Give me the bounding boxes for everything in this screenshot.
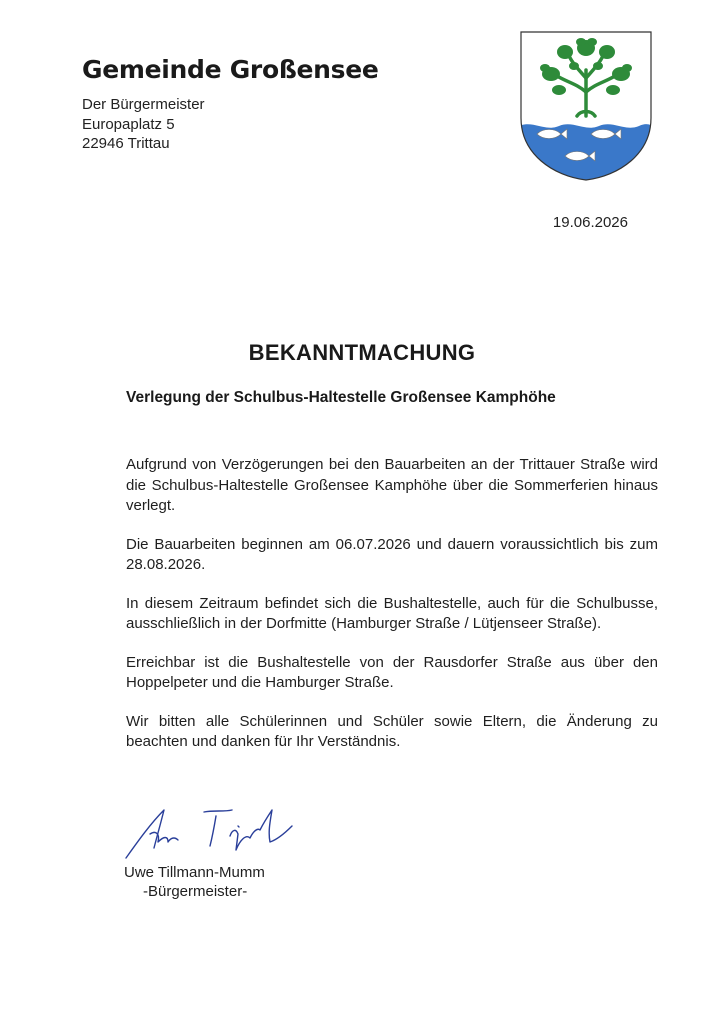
signer-name: Uwe Tillmann-Mumm [124, 864, 265, 881]
signer-title: -Bürgermeister- [143, 883, 248, 900]
body-paragraph: In diesem Zeitraum befindet sich die Bushaltestelle, auch für die Schulbusse, ausschließlich in der Dorfmitte (Hamburger Straße / Lütjenseer Straße). [126, 594, 658, 632]
coat-of-arms-icon [519, 30, 653, 182]
body-paragraph: Wir bitten alle Schülerinnen und Schüler sowie Eltern, die Änderung zu beachten und danken für Ihr Verständnis. [126, 712, 658, 750]
announcement-body [126, 455, 658, 771]
organization-name: Gemeinde Großensee [82, 55, 379, 84]
sender-city: 22946 Trittau [82, 135, 170, 152]
handwritten-signature [120, 800, 300, 870]
sender-street: Europaplatz 5 [82, 116, 175, 133]
body-paragraph: Die Bauarbeiten beginnen am 06.07.2026 und dauern voraussichtlich bis zum 28.08.2026. [126, 535, 658, 573]
body-paragraph: Erreichbar ist die Bushaltestelle von der Rausdorfer Straße aus über den Hoppelpeter und die Hamburger Straße. [126, 653, 658, 691]
document-subject: Verlegung der Schulbus-Haltestelle Großensee Kamphöhe [126, 389, 556, 406]
document-title: BEKANNTMACHUNG [248, 340, 476, 365]
body-paragraph: Aufgrund von Verzögerungen bei den Bauarbeiten an der Trittauer Straße wird die Schulbus-Haltestelle Großensee Kamphöhe über die Sommerferien hinaus verlegt. [126, 456, 658, 514]
document-date: 19.06.2026 [552, 214, 628, 231]
sender-role: Der Bürgermeister [82, 96, 205, 113]
